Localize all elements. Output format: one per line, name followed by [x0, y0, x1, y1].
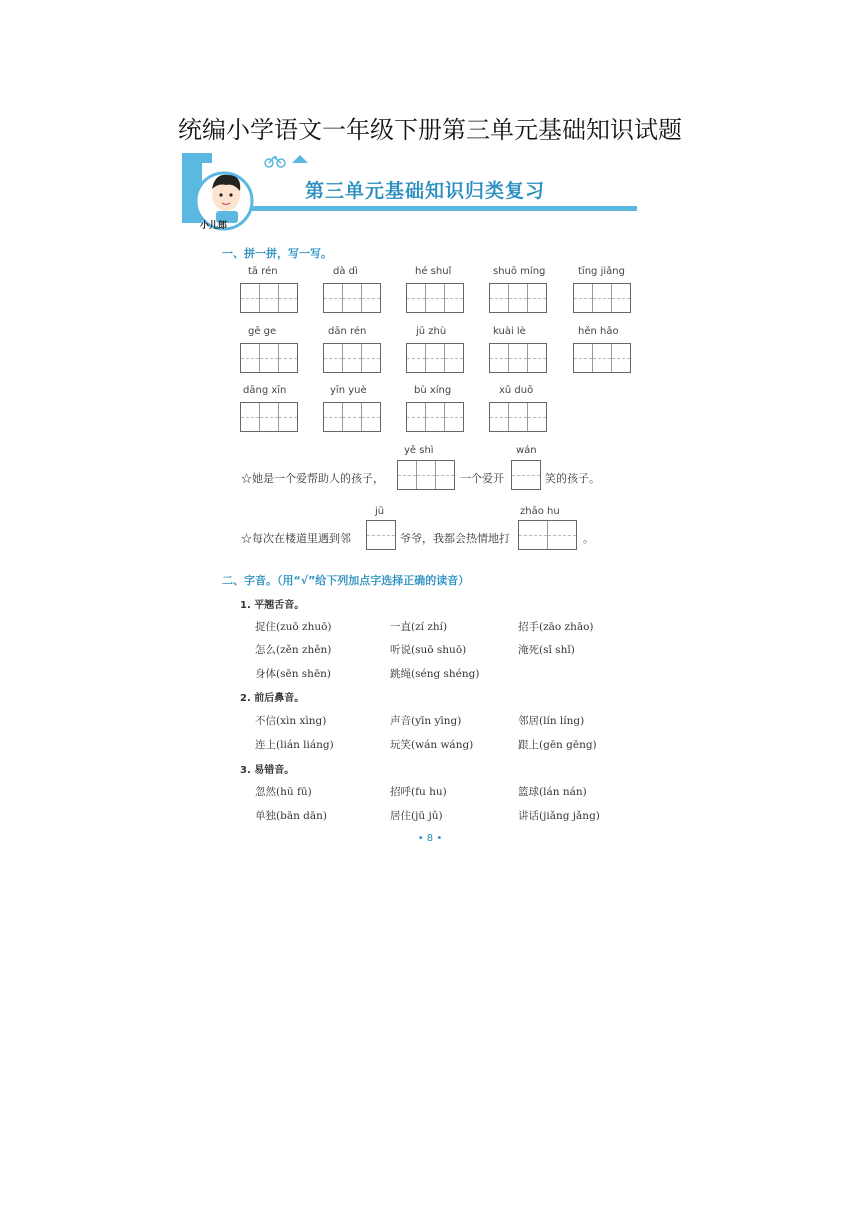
- phonetic-choice[interactable]: 玩笑(wán wáng): [390, 739, 474, 751]
- pinyin-label: kuài lè: [493, 326, 526, 337]
- pinyin-label: wán: [516, 445, 537, 456]
- phonetic-choice[interactable]: 连上(lián liáng): [255, 739, 334, 751]
- writing-grid[interactable]: [240, 283, 298, 313]
- sentence-text: 一个爱开: [460, 472, 504, 485]
- pinyin-label: zhāo hu: [520, 506, 560, 517]
- pinyin-label: gē ge: [248, 326, 277, 337]
- page-number: • 8 •: [417, 833, 443, 844]
- phonetic-choice[interactable]: 怎么(zěn zhěn): [255, 644, 332, 656]
- writing-grid[interactable]: [489, 402, 547, 432]
- phonetic-choice[interactable]: 招手(zāo zhāo): [518, 621, 594, 633]
- writing-grid[interactable]: [323, 283, 381, 313]
- writing-grid[interactable]: [518, 520, 577, 550]
- phonetic-choice[interactable]: 淹死(sǐ shǐ): [518, 644, 575, 656]
- pinyin-label: xǔ duō: [499, 385, 534, 396]
- pinyin-label: yīn yuè: [330, 385, 367, 396]
- banner-title: 第三单元基础知识归类复习: [305, 180, 546, 202]
- writing-grid[interactable]: [511, 460, 541, 490]
- pinyin-label: shuō míng: [493, 266, 546, 277]
- group-title: 1. 平翘舌音。: [240, 600, 305, 611]
- section1-heading: 一、拼一拼，写一写。: [222, 247, 332, 260]
- phonetic-choice[interactable]: 邻居(lín líng): [518, 715, 585, 727]
- writing-grid[interactable]: [489, 343, 547, 373]
- pinyin-label: jū: [375, 506, 385, 517]
- writing-grid[interactable]: [406, 343, 464, 373]
- writing-grid[interactable]: [573, 343, 631, 373]
- phonetic-choice[interactable]: 招呼(fu hu): [390, 786, 447, 798]
- phonetic-choice[interactable]: 忽然(hū fū): [255, 786, 312, 798]
- group-title: 3. 易错音。: [240, 765, 295, 776]
- phonetic-choice[interactable]: 篮球(lán nán): [518, 786, 587, 798]
- pinyin-label: hěn hǎo: [578, 326, 619, 337]
- writing-grid[interactable]: [240, 343, 298, 373]
- section2-heading: 二、字音。（用“√”给下列加点字选择正确的读音）: [222, 574, 470, 587]
- pinyin-label: hé shuǐ: [415, 266, 452, 277]
- group-title: 2. 前后鼻音。: [240, 693, 305, 704]
- pinyin-label: tīng jiǎng: [578, 266, 625, 277]
- phonetic-choice[interactable]: 跳绳(séng shéng): [390, 668, 480, 680]
- phonetic-choice[interactable]: 身体(sēn shēn): [255, 668, 332, 680]
- pinyin-label: dān rén: [328, 326, 367, 337]
- pinyin-label: tā rén: [248, 266, 278, 277]
- writing-grid[interactable]: [397, 460, 455, 490]
- pinyin-label: bù xíng: [414, 385, 452, 396]
- pinyin-label: yě shì: [404, 445, 434, 456]
- phonetic-choice[interactable]: 捉住(zuō zhuō): [255, 621, 332, 633]
- phonetic-choice[interactable]: 单独(bān dān): [255, 810, 328, 822]
- sentence-text: 笑的孩子。: [545, 472, 600, 485]
- phonetic-choice[interactable]: 跟上(gēn gēng): [518, 739, 597, 751]
- phonetic-choice[interactable]: 听说(suō shuō): [390, 644, 467, 656]
- phonetic-choice[interactable]: 声音(yīn yīng): [390, 715, 462, 727]
- phonetic-choice[interactable]: 不信(xìn xìng): [255, 715, 327, 727]
- phonetic-choice[interactable]: 讲话(jiǎng jǎng): [518, 810, 600, 822]
- sentence-text: 爷爷，我都会热情地打: [400, 532, 510, 545]
- pinyin-label: jū zhù: [416, 326, 447, 337]
- writing-grid[interactable]: [323, 343, 381, 373]
- mascot-label: 小儿郎: [200, 221, 228, 231]
- writing-grid[interactable]: [406, 402, 464, 432]
- writing-grid[interactable]: [489, 283, 547, 313]
- pinyin-label: dāng xīn: [243, 385, 287, 396]
- phonetic-choice[interactable]: 居住(jū jǔ): [390, 810, 443, 822]
- sentence-text: 。: [583, 532, 594, 545]
- writing-grid[interactable]: [573, 283, 631, 313]
- sentence-text: ☆她是一个爱帮助人的孩子，: [241, 472, 384, 485]
- sentence-text: ☆每次在楼道里遇到邻: [241, 532, 351, 545]
- phonetic-choice[interactable]: 一直(zí zhí): [390, 621, 448, 633]
- writing-grid[interactable]: [366, 520, 396, 550]
- writing-grid[interactable]: [240, 402, 298, 432]
- document-title: 统编小学语文一年级下册第三单元基础知识试题: [178, 116, 682, 144]
- writing-grid[interactable]: [406, 283, 464, 313]
- pinyin-label: dà dì: [333, 266, 358, 277]
- writing-grid[interactable]: [323, 402, 381, 432]
